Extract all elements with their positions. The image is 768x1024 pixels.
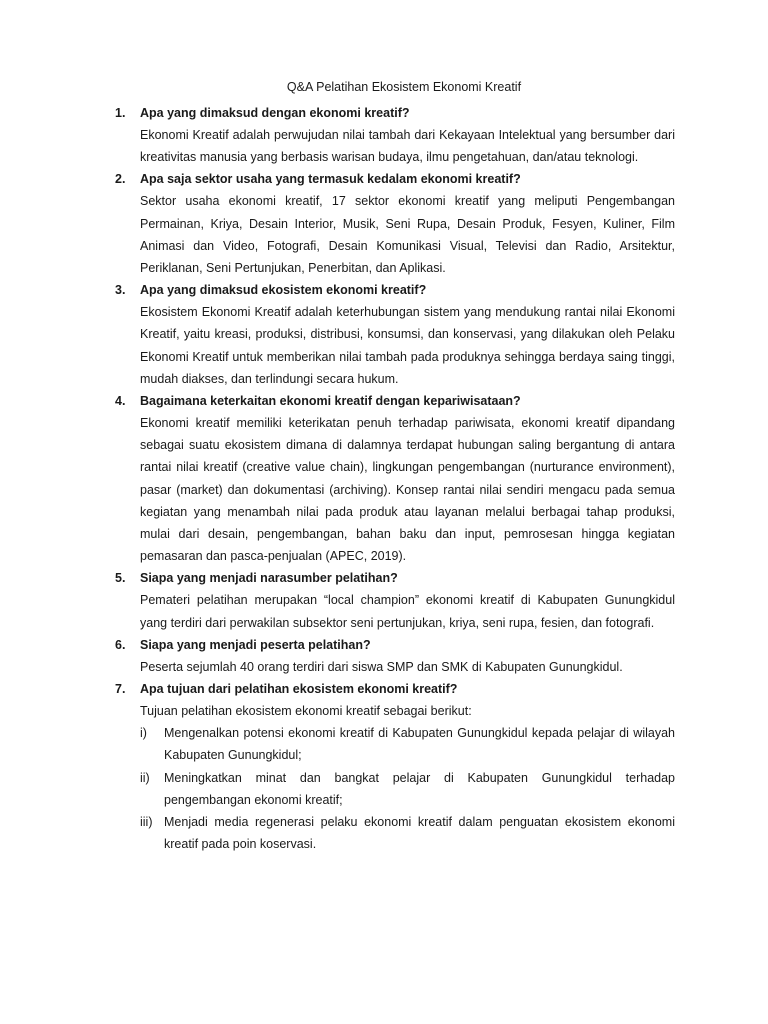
answer-text: Tujuan pelatihan ekosistem ekonomi kreatif sebagai berikut: [140, 704, 472, 719]
qa-list [113, 102, 675, 855]
qa-item-2 [113, 168, 675, 279]
question-number: 1. [115, 106, 126, 120]
question-text: Apa yang dimaksud dengan ekonomi kreatif? [140, 106, 410, 120]
answer-text: Ekonomi kreatif memiliki keterikatan penuh terhadap pariwisata, ekonomi kreatif dipandang sebagai suatu ekosistem dimana di dalamnya terdapat hubungan saling bergantung di antara rantai nilai kreatif (creative value chain), lingkungan pengembangan (nurturance environment), pasar (market) dan dokumentasi (archiving). Konsep rantai nilai sendiri mengacu pada semua kegiatan yang menambah nilai pada produk atau layanan melalui berbagai tahap produksi, mulai dari desain, pengembangan, bahan baku dan input, pemrosesan hingga kegiatan pemasaran dan pasca-penjualan (APEC, 2019). [140, 416, 675, 564]
objective-item [140, 811, 675, 855]
qa-item-5 [113, 567, 675, 633]
objective-text: Mengenalkan potensi ekonomi kreatif di Kabupaten Gunungkidul kepada pelajar di wilayah Kabupaten Gunungkidul; [164, 726, 675, 763]
question-text: Bagaimana keterkaitan ekonomi kreatif dengan kepariwisataan? [140, 394, 521, 409]
objective-item [140, 767, 675, 811]
question-text: Siapa yang menjadi narasumber pelatihan? [140, 571, 398, 586]
question-number: 4. [115, 394, 126, 409]
objective-number: ii) [140, 770, 150, 785]
answer-text: Sektor usaha ekonomi kreatif, 17 sektor ekonomi kreatif yang meliputi Pengembangan Permainan, Kriya, Desain Interior, Musik, Seni Rupa, Desain Produk, Fesyen, Kuliner, Film Animasi dan Video, Fotografi, Desain Komunikasi Visual, Televisi dan Radio, Arsitektur, Periklanan, Seni Pertunjukan, Penerbitan, dan Aplikasi. [140, 194, 675, 276]
qa-item-4 [113, 390, 675, 567]
qa-item-6 [113, 634, 675, 678]
answer-text: Ekonomi Kreatif adalah perwujudan nilai tambah dari Kekayaan Intelektual yang bersumber dari kreativitas manusia yang berbasis warisan budaya, ilmu pengetahuan, dan/atau teknologi. [140, 128, 675, 165]
objective-number: iii) [140, 815, 153, 830]
question-number: 7. [115, 682, 126, 697]
document-title: Q&A Pelatihan Ekosistem Ekonomi Kreatif [286, 80, 522, 94]
objective-text: Menjadi media regenerasi pelaku ekonomi kreatif dalam penguatan ekosistem ekonomi kreatif pada poin koservasi. [164, 815, 675, 852]
qa-item-1 [113, 102, 675, 168]
objective-number: i) [140, 726, 147, 741]
answer-text: Pemateri pelatihan merupakan “local champion” ekonomi kreatif di Kabupaten Gunungkidul yang terdiri dari perwakilan subsektor seni pertunjukan, kriya, seni rupa, fesien, dan fotografi. [140, 593, 675, 630]
question-number: 2. [115, 172, 126, 187]
answer-text: Peserta sejumlah 40 orang terdiri dari siswa SMP dan SMK di Kabupaten Gunungkidul. [140, 659, 623, 674]
question-text: Apa saja sektor usaha yang termasuk kedalam ekonomi kreatif? [140, 172, 521, 187]
question-number: 6. [115, 637, 126, 652]
question-text: Siapa yang menjadi peserta pelatihan? [140, 637, 371, 652]
objectives-list [140, 722, 675, 855]
qa-item-7 [113, 678, 675, 855]
question-text: Apa yang dimaksud ekosistem ekonomi kreatif? [140, 283, 427, 298]
answer-text: Ekosistem Ekonomi Kreatif adalah keterhubungan sistem yang mendukung rantai nilai Ekonomi Kreatif, yaitu kreasi, produksi, distribusi, konsumsi, dan konservasi, yang dilakukan oleh Pelaku Ekonomi Kreatif untuk memberikan nilai tambah pada produknya sehingga berdaya saing tinggi, mudah diakses, dan terlindungi secara hukum. [140, 305, 675, 386]
question-number: 5. [115, 571, 126, 586]
objective-text: Meningkatkan minat dan bangkat pelajar di Kabupaten Gunungkidul terhadap pengembangan ekonomi kreatif; [164, 770, 675, 807]
objective-item [140, 722, 675, 766]
question-number: 3. [115, 283, 126, 298]
qa-item-3 [113, 279, 675, 390]
question-text: Apa tujuan dari pelatihan ekosistem ekonomi kreatif? [140, 682, 458, 697]
